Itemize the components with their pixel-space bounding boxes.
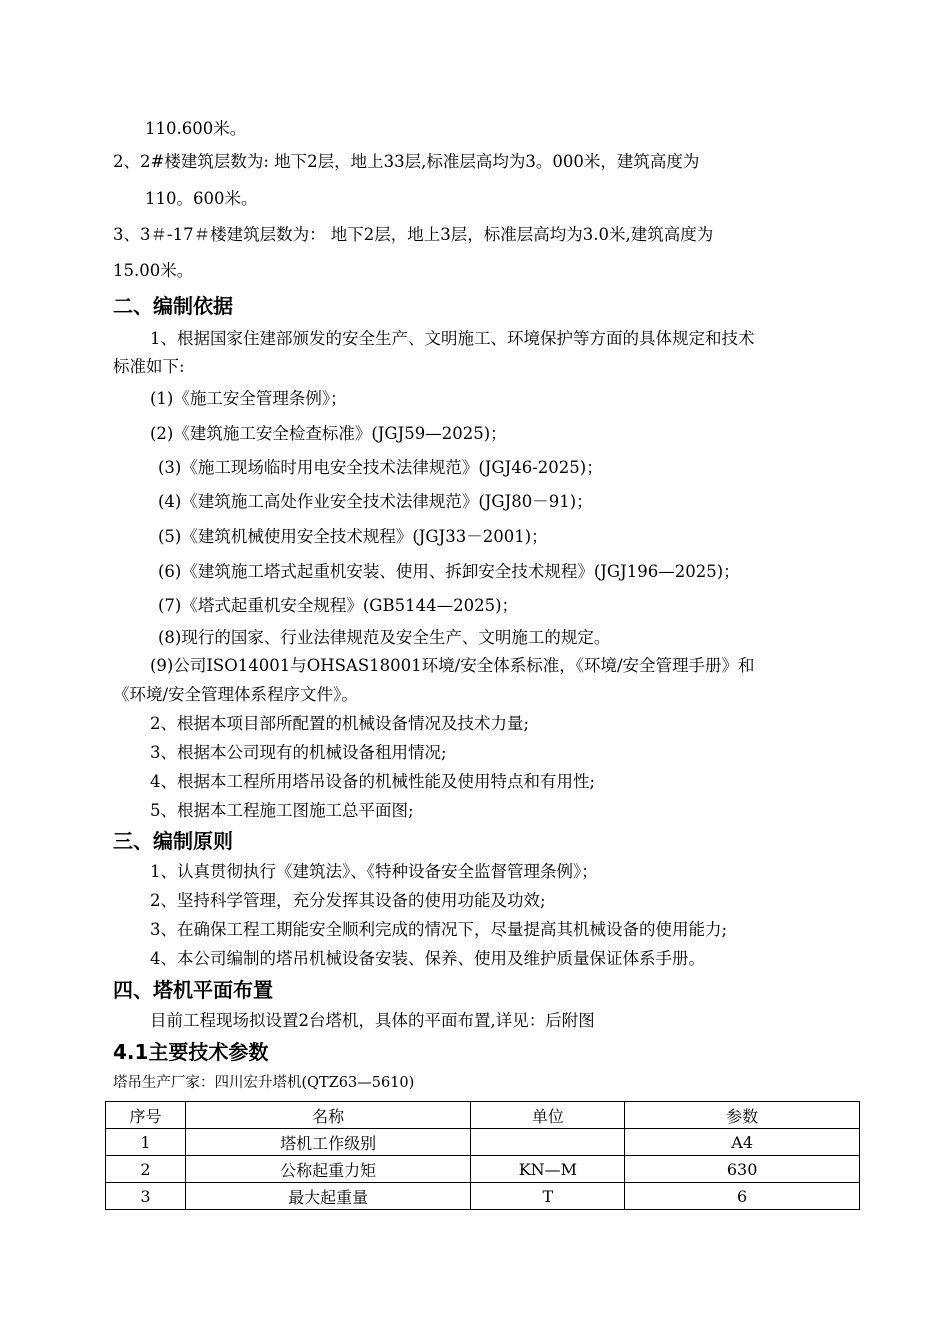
- principle-item-3: 3、在确保工程工期能安全顺利完成的情况下，尽量提高其机械设备的使用能力;: [150, 920, 728, 939]
- basis-item-3: 3、根据本公司现有的机械设备租用情况;: [150, 743, 447, 762]
- principle-item-2: 2、坚持科学管理，充分发挥其设备的使用功能及功效;: [150, 891, 546, 910]
- table-cell: A4: [625, 1129, 860, 1156]
- regulation-item: (1)《施工安全管理条例》；: [150, 389, 347, 408]
- table-header-row: [106, 1102, 860, 1129]
- basis-item-1: 1、根据国家住建部颁发的安全生产、文明施工、环境保护等方面的具体规定和技术: [150, 329, 755, 348]
- table-row: [106, 1183, 860, 1210]
- table-cell: T: [471, 1183, 625, 1210]
- overview-line-2-cont: 110。600米。: [145, 189, 258, 208]
- table-cell: 2: [106, 1156, 186, 1183]
- header-cell: 序号: [106, 1102, 186, 1129]
- regulation-item-cont: 《环境/安全管理体系程序文件》。: [113, 685, 358, 704]
- table-cell: 630: [625, 1156, 860, 1183]
- table-row: [106, 1156, 860, 1183]
- regulation-item: (5)《建筑机械使用安全技术规程》(JGJ33－2001)；: [158, 527, 548, 546]
- table-row: [106, 1129, 860, 1156]
- regulation-item: (6)《建筑施工塔式起重机安装、使用、拆卸安全技术规程》(JGJ196—2025)；: [158, 562, 740, 581]
- section-heading-principle: 三、编制原则: [113, 829, 233, 853]
- overview-line-2: 2、2#楼建筑层数为: 地下2层，地上33层,标准层高均为3。000米，建筑高度为: [113, 152, 700, 171]
- regulation-item: (8)现行的国家、行业法律规范及安全生产、文明施工的规定。: [158, 628, 611, 647]
- table-cell: 1: [106, 1129, 186, 1156]
- principle-item-1: 1、认真贯彻执行《建筑法》、《特种设备安全监督管理条例》；: [150, 862, 598, 881]
- subsection-heading-params: 4.1主要技术参数: [113, 1040, 269, 1064]
- header-cell: 单位: [471, 1102, 625, 1129]
- regulation-item: (9)公司ISO14001与OHSAS18001环境/安全体系标准，《环境/安全管理手册》和: [150, 656, 755, 675]
- table-cell: 塔机工作级别: [185, 1129, 471, 1156]
- table-cell: 最大起重量: [185, 1183, 471, 1210]
- overview-line-3: 3、3＃-17＃楼建筑层数为： 地下2层，地上3层，标准层高均为3.0米,建筑高度为: [113, 225, 714, 244]
- overview-line-1-cont: 110.600米。: [145, 119, 247, 138]
- table-cell: [471, 1129, 625, 1156]
- header-cell: 名称: [185, 1102, 471, 1129]
- params-table: [105, 1101, 860, 1210]
- table-cell: KN—M: [471, 1156, 625, 1183]
- layout-text: 目前工程现场拟设置2台塔机，具体的平面布置,详见：后附图: [150, 1011, 595, 1030]
- overview-line-3-cont: 15.00米。: [113, 261, 194, 280]
- basis-item-1-cont: 标准如下:: [113, 357, 185, 376]
- section-heading-basis: 二、编制依据: [113, 294, 233, 318]
- basis-item-5: 5、根据本工程施工图施工总平面图;: [150, 801, 414, 820]
- regulation-item: (3)《施工现场临时用电安全技术法律规范》(JGJ46-2025)；: [158, 458, 603, 477]
- regulation-item: (4)《建筑施工高处作业安全技术法律规范》(JGJ80－91)；: [158, 492, 593, 511]
- table-cell: 公称起重力矩: [185, 1156, 471, 1183]
- header-cell: 参数: [625, 1102, 860, 1129]
- principle-item-4: 4、本公司编制的塔吊机械设备安装、保养、使用及维护质量保证体系手册。: [150, 949, 705, 968]
- regulation-item: (7)《塔式起重机安全规程》(GB5144—2025)；: [158, 596, 519, 615]
- regulation-item: (2)《建筑施工安全检查标准》(JGJ59—2025)；: [150, 424, 507, 443]
- table-cell: 6: [625, 1183, 860, 1210]
- basis-item-2: 2、根据本项目部所配置的机械设备情况及技术力量;: [150, 714, 530, 733]
- table-cell: 3: [106, 1183, 186, 1210]
- table-caption: 塔吊生产厂家：四川宏升塔机(QTZ63—5610): [113, 1075, 415, 1091]
- basis-item-4: 4、根据本工程所用塔吊设备的机械性能及使用特点和有用性;: [150, 772, 596, 791]
- section-heading-layout: 四、塔机平面布置: [113, 978, 273, 1002]
